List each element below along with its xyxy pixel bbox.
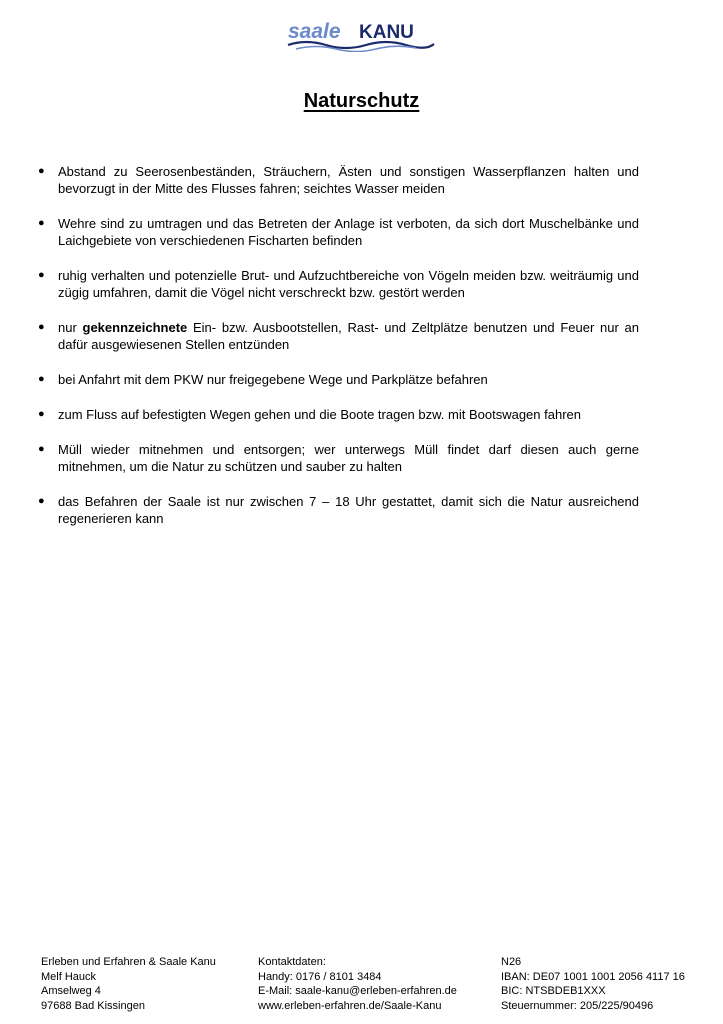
logo-kanu-text: KANU <box>359 22 414 43</box>
list-item-text-pre: nur <box>58 320 83 335</box>
bullet-icon: ● <box>38 165 45 177</box>
page-title: Naturschutz <box>303 90 420 112</box>
list-item <box>38 441 639 475</box>
footer-address-column <box>41 955 216 1013</box>
list-item-text: das Befahren der Saale ist nur zwischen 7 – 18 Uhr gestattet, damit sich die Natur ausreichend regenerieren kann <box>58 494 639 526</box>
footer-contact-column <box>258 955 457 1013</box>
list-item <box>38 319 639 353</box>
list-item <box>38 493 639 527</box>
footer-bank-column <box>501 955 685 1013</box>
footer-city: 97688 Bad Kissingen <box>41 999 145 1012</box>
saale-kanu-logo <box>286 14 438 52</box>
list-item-text <box>58 320 639 352</box>
footer-phone: Handy: 0176 / 8101 3484 <box>258 970 382 983</box>
list-item-text: bei Anfahrt mit dem PKW nur freigegebene Wege und Parkplätze befahren <box>58 372 488 387</box>
list-item-text: ruhig verhalten und potenzielle Brut- und Aufzuchtbereiche von Vögeln meiden bzw. weiträumig und zügig umfahren, damit die Vögel nicht verschreckt bzw. gestört werden <box>58 268 639 300</box>
nature-rules-list <box>38 163 639 545</box>
list-item-text: zum Fluss auf befestigten Wegen gehen und die Boote tragen bzw. mit Bootswagen fahren <box>58 407 581 422</box>
footer-bic: BIC: NTSBDEB1XXX <box>501 985 606 997</box>
bullet-icon: ● <box>38 321 45 333</box>
footer-tax-number: Steuernummer: 205/225/90496 <box>501 999 654 1012</box>
footer-company-name: Erleben und Erfahren & Saale Kanu <box>41 956 216 968</box>
list-item-text-post: Ein- bzw. Ausbootstellen, Rast- und Zeltplätze benutzen und Feuer nur an dafür ausgewiesenen Stellen entzünden <box>58 320 639 352</box>
list-item-text: Wehre sind zu umtragen und das Betreten der Anlage ist verboten, da sich dort Muschelbänke und Laichgebiete von verschiedenen Fischarten befinden <box>58 216 639 248</box>
footer-street: Amselweg 4 <box>41 985 101 997</box>
bullet-icon: ● <box>38 443 45 455</box>
footer-iban: IBAN: DE07 1001 1001 2056 4117 16 <box>501 970 685 983</box>
list-item-text: Abstand zu Seerosenbeständen, Sträuchern, Ästen und sonstigen Wasserpflanzen halten und bevorzugt in der Mitte des Flusses fahren; seichtes Wasser meiden <box>58 164 639 196</box>
bullet-icon: ● <box>38 269 45 281</box>
bullet-icon: ● <box>38 217 45 229</box>
list-item <box>38 267 639 301</box>
list-item <box>38 406 639 423</box>
footer-email: E-Mail: saale-kanu@erleben-erfahren.de <box>258 985 457 997</box>
footer-website: www.erleben-erfahren.de/Saale-Kanu <box>258 999 442 1012</box>
list-item-text: Müll wieder mitnehmen und entsorgen; wer unterwegs Müll findet darf diesen auch gerne mitnehmen, um die Natur zu schützen und sauber zu halten <box>58 442 639 474</box>
bullet-icon: ● <box>38 495 45 507</box>
list-item <box>38 215 639 249</box>
list-item <box>38 371 639 388</box>
footer-person-name: Melf Hauck <box>41 970 97 983</box>
list-item-text-bold: gekennzeichnete <box>82 320 188 335</box>
bullet-icon: ● <box>38 408 45 420</box>
logo-saale-text: saale <box>288 20 341 43</box>
bullet-icon: ● <box>38 373 45 385</box>
footer-bank-name: N26 <box>501 956 522 968</box>
footer-contact-heading: Kontaktdaten: <box>258 956 326 968</box>
list-item <box>38 163 639 197</box>
